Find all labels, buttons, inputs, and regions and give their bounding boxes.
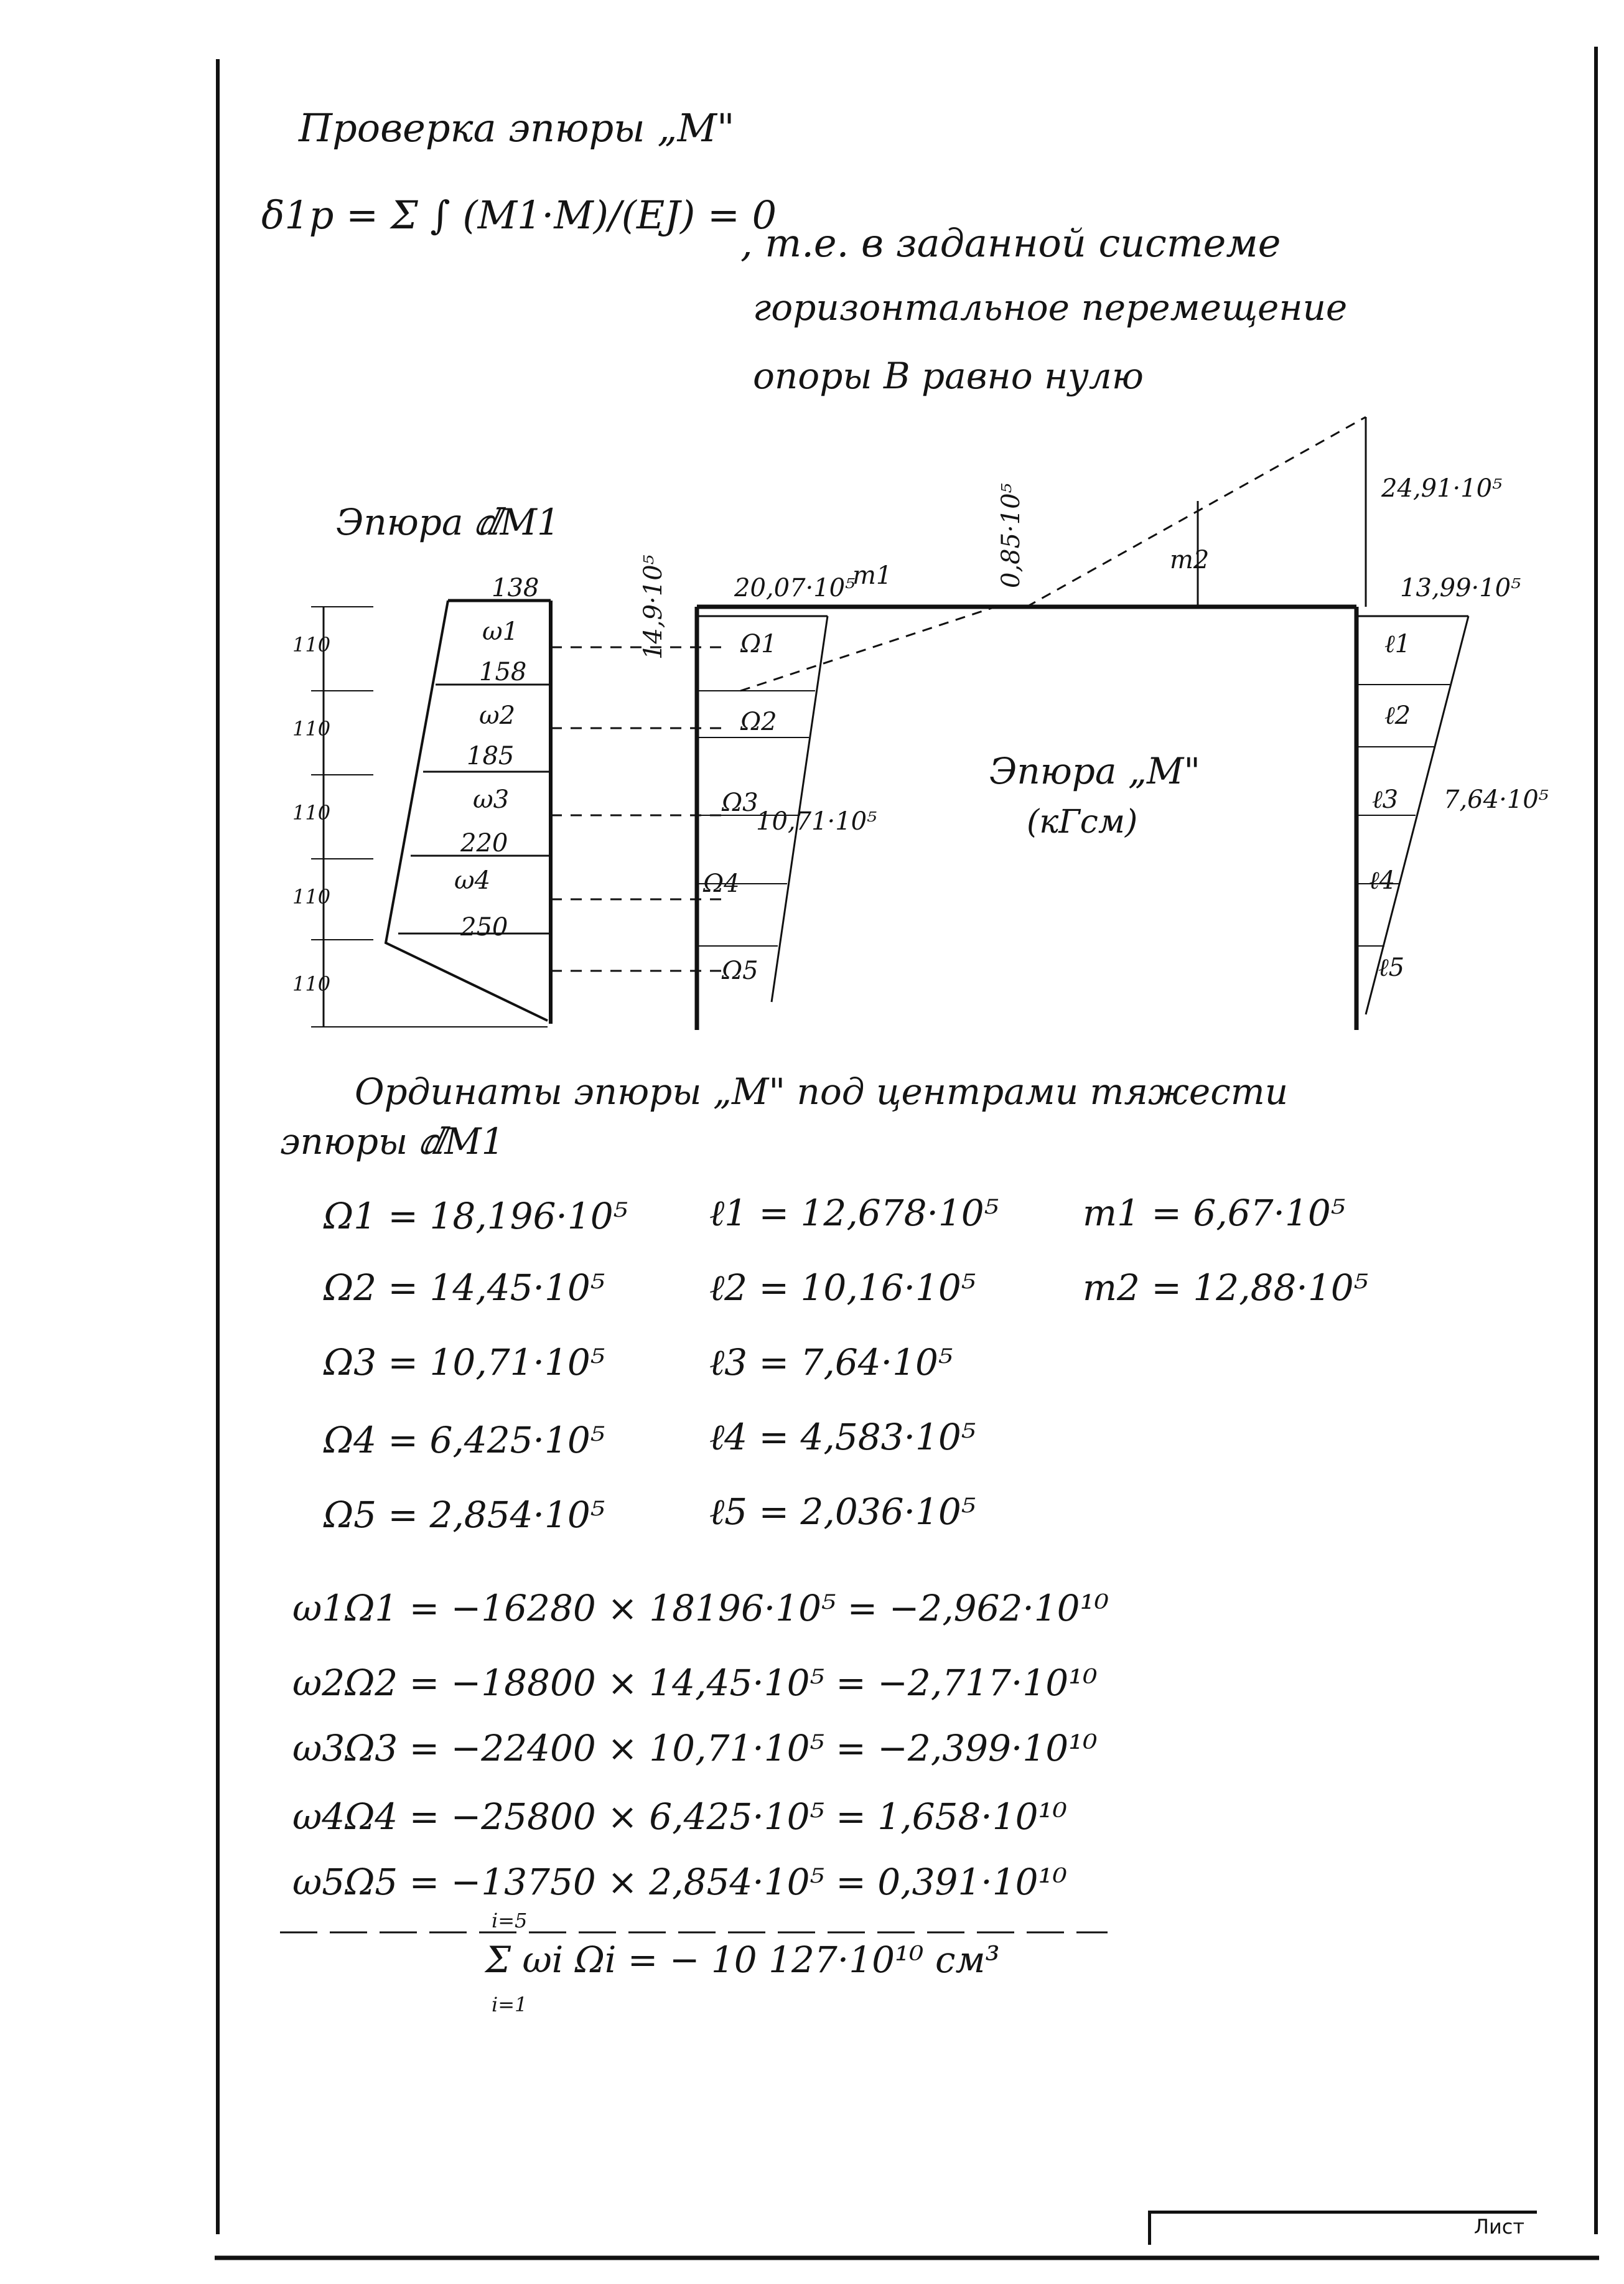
omega-5: Ω5 = 2,854·10⁵ (324, 1494, 605, 1536)
m-left-top-value: 20,07·10⁵ (734, 574, 856, 602)
m-right-label-5: ℓ5 (1378, 953, 1405, 982)
formula-note-line3: опоры В равно нулю (753, 355, 1144, 397)
m-left-mid-value: 10,71·10⁵ (756, 807, 877, 836)
m-mid-value: 0,85·10⁵ (997, 483, 1025, 588)
formula-note-line2: горизонтальное перемещение (753, 286, 1348, 329)
m-diagram-lines (697, 417, 1468, 1014)
sum-expression: Σ ωi Ωi = − 10 127·10¹⁰ см³ (485, 1939, 1000, 1981)
m-right-label-4: ℓ4 (1369, 866, 1396, 895)
m-label-m1: m1 (852, 561, 892, 590)
l-3: ℓ3 = 7,64·10⁵ (709, 1341, 953, 1383)
m1-ordinate-1: 138 (492, 574, 539, 602)
omega-1: Ω1 = 18,196·10⁵ (324, 1195, 628, 1237)
m1-ordinate-3: 185 (467, 742, 515, 770)
product-1: ω1Ω1 = −16280 × 18196·10⁵ = −2,962·10¹⁰ (292, 1587, 1109, 1629)
formula-note-line1: , т.е. в заданной системе (740, 220, 1281, 266)
title-block-stamp (1148, 2211, 1537, 2245)
m-right-mid-value: 7,64·10⁵ (1444, 785, 1549, 814)
m1-dim-4: 110 (292, 885, 331, 909)
ordinates-heading-line2: эпюры ⅆM1 (280, 1120, 505, 1163)
sum-lower-limit: i=1 (492, 1993, 528, 2016)
m-right-top-value: 13,99·10⁵ (1400, 574, 1521, 602)
m-ord-2: m2 = 12,88·10⁵ (1083, 1266, 1368, 1309)
check-formula: δ1p = Σ ∫ (M1·M)/(EJ) = 0 (261, 192, 777, 238)
m-right-peak-value: 24,91·10⁵ (1381, 474, 1503, 503)
m-left-label-2: Ω2 (740, 708, 777, 736)
omega-4: Ω4 = 6,425·10⁵ (324, 1419, 605, 1461)
m-diagram-title: Эпюра „М" (989, 750, 1201, 792)
m-diagram-units: (кГсм) (1027, 803, 1138, 841)
m1-ordinate-5: 250 (460, 913, 508, 942)
m1-dim-1: 110 (292, 633, 331, 657)
projection-lines (551, 647, 728, 971)
m-left-label-1: Ω1 (740, 630, 777, 658)
m1-ordinate-2: 158 (479, 658, 527, 686)
l-4: ℓ4 = 4,583·10⁵ (709, 1416, 976, 1458)
m1-area-2: ω2 (479, 701, 516, 730)
page-title: Проверка эпюры „М" (299, 105, 735, 151)
m1-dim-5: 110 (292, 972, 331, 996)
omega-3: Ω3 = 10,71·10⁵ (324, 1341, 605, 1383)
m-right-label-1: ℓ1 (1384, 630, 1411, 658)
product-2: ω2Ω2 = −18800 × 14,45·10⁵ = −2,717·10¹⁰ (292, 1662, 1098, 1704)
m1-dim-2: 110 (292, 717, 331, 741)
m1-dim-3: 110 (292, 801, 331, 825)
m1-diagram-title: Эпюра ⅆM1 (336, 501, 560, 543)
m1-area-4: ω4 (454, 866, 491, 895)
m1-area-3: ω3 (473, 785, 510, 814)
sum-upper-limit: i=5 (492, 1909, 528, 1932)
ordinates-heading-line1: Ординаты эпюры „М" под центрами тяжести (355, 1070, 1289, 1113)
m-left-label-3: Ω3 (722, 789, 758, 817)
omega-2: Ω2 = 14,45·10⁵ (324, 1266, 605, 1309)
sheet-label: Лист (1473, 2215, 1524, 2239)
l-1: ℓ1 = 12,678·10⁵ (709, 1192, 999, 1234)
l-5: ℓ5 = 2,036·10⁵ (709, 1491, 976, 1533)
m-right-label-3: ℓ3 (1372, 785, 1399, 814)
m-right-label-2: ℓ2 (1384, 701, 1411, 730)
product-5: ω5Ω5 = −13750 × 2,854·10⁵ = 0,391·10¹⁰ (292, 1861, 1068, 1903)
m-ord-1: m1 = 6,67·10⁵ (1083, 1192, 1346, 1234)
m1-ordinate-4: 220 (460, 829, 508, 858)
product-3: ω3Ω3 = −22400 × 10,71·10⁵ = −2,399·10¹⁰ (292, 1727, 1098, 1769)
m-left-label-4: Ω4 (703, 869, 740, 898)
m1-area-1: ω1 (482, 617, 519, 646)
product-4: ω4Ω4 = −25800 × 6,425·10⁵ = 1,658·10¹⁰ (292, 1795, 1068, 1838)
m-label-m2: m2 (1170, 546, 1210, 574)
l-2: ℓ2 = 10,16·10⁵ (709, 1266, 976, 1309)
m-left-label-5: Ω5 (722, 957, 758, 985)
m-left-side-value: 14,9·10⁵ (639, 555, 668, 660)
